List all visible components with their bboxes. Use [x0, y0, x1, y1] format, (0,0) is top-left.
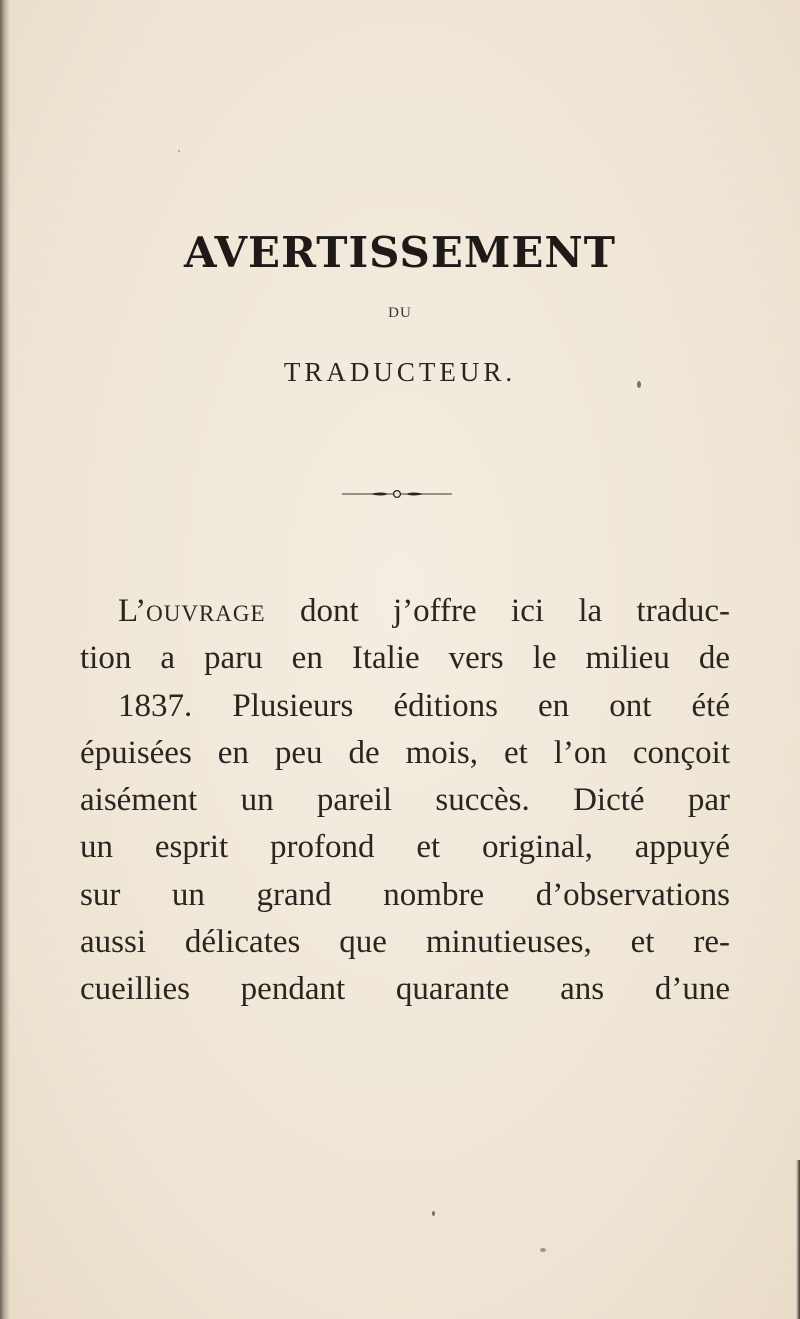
- paper-speck: [432, 1211, 435, 1216]
- page-subtitle: TRADUCTEUR.: [283, 357, 517, 387]
- text-line: [80, 588, 730, 635]
- paper-speck: [178, 150, 180, 152]
- ornament-divider-icon: [342, 488, 452, 500]
- text-line: un esprit profond et original, appuyé: [80, 829, 730, 866]
- page-edge-shadow: [796, 1160, 800, 1319]
- text-line: sur un grand nombre d’observations: [80, 876, 730, 913]
- text-line: cueillies pendant quarante ans d’une: [80, 971, 730, 1008]
- line-rest: dont j’offre ici la traduc-: [265, 593, 730, 629]
- text-line: aisément un pareil succès. Dicté par: [80, 782, 730, 819]
- text-line: tion a paru en Italie vers le milieu de: [80, 640, 730, 677]
- initial-letter: L’: [118, 593, 147, 629]
- text-line: épuisées en peu de mois, et l’on conçoit: [80, 734, 730, 771]
- smallcaps-word: ouvrage: [146, 593, 266, 629]
- paper-speck: [637, 381, 641, 388]
- text-line: 1837. Plusieurs éditions en ont été: [118, 687, 730, 724]
- title-connector: DU: [388, 305, 412, 321]
- binding-gutter: [0, 0, 10, 1319]
- body-paragraph: [80, 588, 730, 1014]
- paper-speck: [540, 1248, 546, 1252]
- text-line: aussi délicates que minutieuses, et re-: [80, 924, 730, 961]
- page-title: AVERTISSEMENT: [183, 228, 617, 277]
